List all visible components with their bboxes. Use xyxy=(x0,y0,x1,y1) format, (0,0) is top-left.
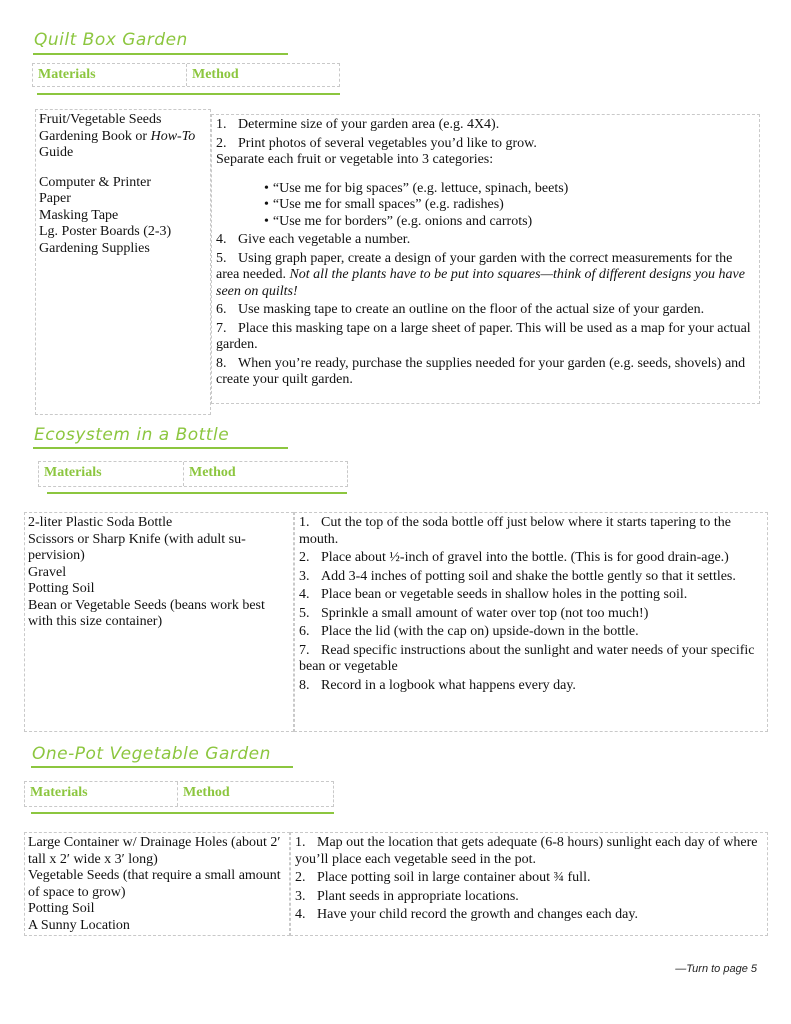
list-item: 7. Place this masking tape on a large sheet of paper. This will be used as a map for your actual garden. xyxy=(216,320,751,352)
list-item: Scissors or Sharp Knife (with adult su-pervision) xyxy=(28,531,246,563)
list-item: Masking Tape xyxy=(39,207,119,223)
materials-list xyxy=(35,109,211,415)
list-item: Gardening Book or How-To Guide xyxy=(39,128,196,160)
list-item: Large Container w/ Drainage Holes (about 2′ tall x 2′ wide x 3′ long) xyxy=(28,835,281,867)
table-header xyxy=(32,63,340,87)
list-item: • “Use me for borders” (e.g. onions and carrots) xyxy=(264,214,755,231)
header-underline xyxy=(47,492,347,494)
list-item: 2. Place potting soil in large container about ¾ full. xyxy=(295,870,591,885)
materials-list xyxy=(24,512,294,732)
method-header: Method xyxy=(183,462,347,486)
category-list xyxy=(216,181,755,231)
table-header xyxy=(24,781,334,807)
list-item: 3. Add 3-4 inches of potting soil and shake the bottle gently so that it settles. xyxy=(299,568,736,584)
list-item: 1. Map out the location that gets adequate (6-8 hours) sunlight each day of where you’ll place each vegetable seed in the pot. xyxy=(295,835,758,867)
method-header: Method xyxy=(186,64,339,86)
list-item: • “Use me for small spaces” (e.g. radishes) xyxy=(264,197,755,214)
list-item: Separate each fruit or vegetable into 3 categories: xyxy=(216,152,494,167)
materials-header: Materials xyxy=(38,67,96,82)
list-item: 6. Use masking tape to create an outline on the floor of the actual size of your garden. xyxy=(216,302,705,317)
list-item: 7. Read specific instructions about the sunlight and water needs of your specific bean or vegetable xyxy=(299,642,755,674)
method-header: Method xyxy=(177,782,333,806)
method-list xyxy=(290,832,768,936)
list-item: 1. Determine size of your garden area (e.g. 4X4). xyxy=(216,117,500,132)
list-item: 4. Give each vegetable a number. xyxy=(216,232,411,247)
list-item: Lg. Poster Boards (2-3) xyxy=(39,224,172,239)
table-header xyxy=(38,461,348,487)
list-item: 8. When you’re ready, purchase the supplies needed for your garden (e.g. seeds, shovels) and create your quilt garden. xyxy=(216,355,746,387)
list-item: 3. Plant seeds in appropriate locations. xyxy=(295,888,519,904)
method-list xyxy=(294,512,768,732)
list-item: Vegetable Seeds (that require a small amount of space to grow) xyxy=(28,868,281,900)
title-underline xyxy=(31,766,293,768)
materials-list xyxy=(24,832,290,936)
list-item: 5. Using graph paper, create a design of your garden with the correct measurements for the area needed. Not all the plants have to be put into squares—think of different designs you have seen on quilts! xyxy=(216,250,745,299)
header-underline xyxy=(37,93,340,95)
list-item: 4. Have your child record the growth and changes each day. xyxy=(295,907,638,922)
method-list xyxy=(211,114,760,404)
list-item: Gardening Supplies xyxy=(39,240,150,256)
list-item: 2. Place about ½-inch of gravel into the bottle. (This is for good drain-age.) xyxy=(299,550,729,565)
materials-header: Materials xyxy=(44,465,102,480)
list-item: 5. Sprinkle a small amount of water over top (not too much!) xyxy=(299,605,649,621)
turn-page-note: —Turn to page 5 xyxy=(675,963,757,975)
list-item: Gravel xyxy=(28,564,67,580)
header-underline xyxy=(31,812,334,814)
list-item: 8. Record in a logbook what happens every day. xyxy=(299,677,576,693)
list-item: • “Use me for big spaces” (e.g. lettuce, spinach, beets) xyxy=(264,181,755,198)
list-item: Potting Soil xyxy=(28,901,95,916)
list-item: A Sunny Location xyxy=(28,917,130,933)
materials-header: Materials xyxy=(30,785,88,800)
list-item: 6. Place the lid (with the cap on) upside-down in the bottle. xyxy=(299,624,639,639)
title-underline xyxy=(33,447,288,449)
list-item: Paper xyxy=(39,191,71,206)
list-item: Fruit/Vegetable Seeds xyxy=(39,112,162,127)
section-title-one-pot-vegetable-garden: One-Pot Vegetable Garden xyxy=(32,744,271,764)
section-title-quilt-box-garden: Quilt Box Garden xyxy=(34,30,188,50)
title-underline xyxy=(33,53,288,55)
list-item: Computer & Printer xyxy=(39,174,151,190)
list-item: 1. Cut the top of the soda bottle off just below where it starts tapering to the mouth. xyxy=(299,515,731,547)
list-item: Potting Soil xyxy=(28,581,95,596)
list-item: 2. Print photos of several vegetables you’d like to grow. xyxy=(216,135,537,151)
list-item: 2-liter Plastic Soda Bottle xyxy=(28,515,173,530)
list-item: 4. Place bean or vegetable seeds in shallow holes in the potting soil. xyxy=(299,587,688,602)
section-title-ecosystem-in-a-bottle: Ecosystem in a Bottle xyxy=(34,425,230,445)
list-item: Bean or Vegetable Seeds (beans work best with this size container) xyxy=(28,597,265,629)
